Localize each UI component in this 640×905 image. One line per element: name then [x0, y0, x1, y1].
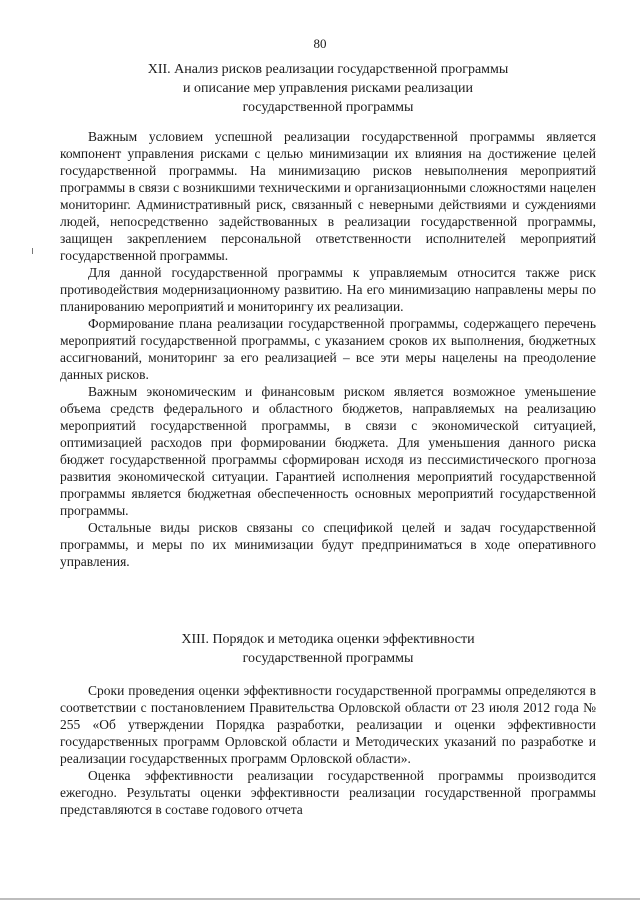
- section-12-title-line: государственной программы: [242, 100, 414, 115]
- paragraph: Важным условием успешной реализации государственной программы является компонент управления рисками с целью минимизации их влияния на достижение целей государственной программы. На минимизацию рисков невыполнения мероприятий программы в связи с возникшими техническими и организационными сложностями нацелен мониторинг. Административный риск, связанный с неверными действиями и суждениями людей, непосредственно задействованных в реализации государственной программы, защищен закреплением персональной ответственности исполнителей мероприятий государственной программы.: [60, 129, 596, 263]
- section-12-title: [60, 60, 596, 117]
- paragraph: Формирование плана реализации государственной программы, содержащего перечень мероприятий государственной программы, с указанием сроков их выполнения, бюджетных ассигнований, мониторинг за его реализацией – все эти меры нацелены на преодоление данных рисков.: [60, 316, 596, 382]
- section-13-body: [60, 682, 596, 818]
- paragraph: Для данной государственной программы к управляемым относится также риск противодействия модернизационному развитию. На его минимизацию направлены меры по планированию мероприятий и мониторингу их реализации.: [60, 265, 596, 314]
- section-12-title-line: XII. Анализ рисков реализации государственной программы: [147, 62, 509, 77]
- paragraph: Важным экономическим и финансовым риском является возможное уменьшение объема средств федерального и областного бюджетов, направляемых на реализацию мероприятий государственной программы, в связи с экономической ситуацией, оптимизацией расходов при формировании бюджета. Для уменьшения данного риска бюджет государственной программы сформирован исходя из пессимистического прогноза развития экономической ситуации. Гарантией исполнения мероприятий государственной программы является бюджетная обеспеченность основных мероприятий государственной программы.: [60, 384, 596, 518]
- scan-bottom-edge: [0, 898, 640, 900]
- section-12-body: [60, 128, 596, 570]
- scan-margin-mark: [32, 248, 33, 254]
- section-13-title-line: государственной программы: [242, 651, 414, 666]
- paragraph: Остальные виды рисков связаны со спецификой целей и задач государственной программы, и меры по их минимизации будут предприниматься в ходе оперативного управления.: [60, 520, 596, 569]
- section-13-title: [60, 630, 596, 668]
- paragraph: Оценка эффективности реализации государственной программы производится ежегодно. Результаты оценки эффективности реализации государственной программы представляются в составе годового отчета: [60, 768, 596, 817]
- section-12-title-line: и описание мер управления рисками реализации: [183, 81, 473, 96]
- paragraph: Сроки проведения оценки эффективности государственной программы определяются в соответствии с постановлением Правительства Орловской области от 23 июля 2012 года № 255 «Об утверждении Порядка разработки, реализации и оценки эффективности государственных программ Орловской области и Методических указаний по разработке и реализации государственных программ Орловской области».: [60, 683, 596, 766]
- section-13-title-line: XIII. Порядок и методика оценки эффективности: [181, 632, 475, 647]
- page-number: 80: [313, 36, 327, 51]
